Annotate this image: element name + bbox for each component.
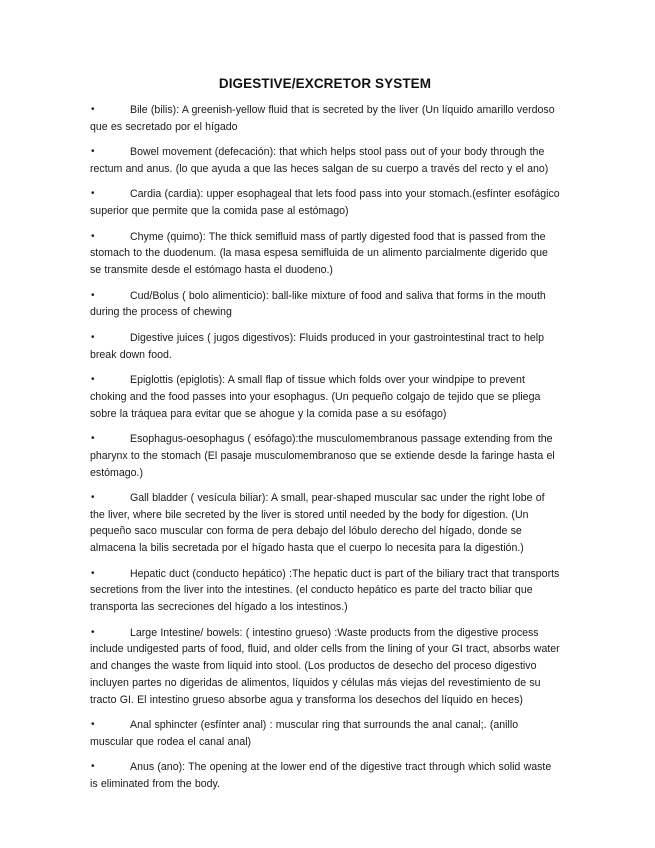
glossary-list	[90, 102, 560, 793]
entry-text: Anal sphincter (esfínter anal) : muscular ring that surrounds the anal canal;. (anillo muscular que rodea el canal anal)	[90, 719, 519, 749]
bullet-icon: •	[91, 146, 95, 158]
bullet-icon: •	[91, 491, 95, 503]
entry-text: Esophagus-oesophagus ( esófago):the musculomembranous passage extending from the pharynx to the stomach (El pasaje musculomembranoso que se extiende desde la faringe hasta el estómago.)	[90, 432, 555, 479]
bullet-icon: •	[91, 104, 95, 115]
document-title: DIGESTIVE/EXCRETOR SYSTEM	[218, 76, 432, 91]
glossary-entry-cardia	[90, 186, 560, 220]
entry-text: Chyme (quimo): The thick semifluid mass of partly digested food that is passed from the stomach to the duodenum. (la masa espesa semifluida de un alimento parcialmente digerido que se transmite desde el estómago hasta el duodeno.)	[90, 230, 548, 277]
bullet-icon: •	[91, 567, 95, 579]
bullet-icon: •	[91, 373, 95, 385]
bullet-icon: •	[91, 719, 95, 731]
bullet-icon: •	[91, 626, 95, 638]
glossary-entry-epiglottis	[90, 372, 560, 422]
entry-text: Cardia (cardia): upper esophageal that lets food pass into your stomach.(esfínter esofágico superior que permite que la comida pase al estómago)	[90, 188, 560, 218]
glossary-entry-gall-bladder	[90, 490, 560, 557]
bullet-icon: •	[91, 188, 95, 200]
glossary-entry-large-intestine	[90, 625, 560, 709]
glossary-entry-anal-sphincter	[90, 717, 560, 751]
entry-text: Anus (ano): The opening at the lower end of the digestive tract through which solid waste is eliminated from the body.	[90, 761, 552, 791]
document-page	[90, 76, 560, 802]
glossary-entry-esophagus	[90, 431, 560, 481]
glossary-entry-chyme	[90, 229, 560, 279]
entry-text: Gall bladder ( vesícula biliar): A small, pear-shaped muscular sac under the right lobe of the liver, where bile secreted by the liver is stored until needed by the body for digestion. (Un pequeño saco muscular con forma de pera debajo del lóbulo derecho del hígado, donde se almacena la bilis secretada por el hígado hasta que el cuerpo lo necesita para la digestión.)	[90, 491, 545, 555]
entry-text: Bile (bilis): A greenish-yellow fluid that is secreted by the liver (Un líquido amarillo verdoso que es secretado por el hígado	[90, 104, 555, 133]
glossary-entry-bile	[90, 102, 560, 136]
bullet-icon: •	[91, 289, 95, 301]
bullet-icon: •	[91, 432, 95, 444]
glossary-entry-hepatic-duct	[90, 566, 560, 616]
entry-text: Large Intestine/ bowels: ( intestino grueso) :Waste products from the digestive process include undigested parts of food, fluid, and older cells from the lining of your GI tract, absorbs water and changes the waste from liquid into stool. (Los productos de desecho del proceso digestivo incluyen partes no digeridas de alimentos, líquidos y células más viejas del revestimiento de su tracto GI. El intestino grueso absorbe agua y transforma los desechos del líquido en heces)	[90, 626, 560, 706]
bullet-icon: •	[91, 331, 95, 343]
glossary-entry-anus	[90, 759, 560, 793]
entry-text: Bowel movement (defecación): that which helps stool pass out of your body through the rectum and anus. (lo que ayuda a que las heces salgan de su cuerpo a través del recto y el ano)	[90, 146, 549, 175]
entry-text: Hepatic duct (conducto hepático) :The hepatic duct is part of the biliary tract that transports secretions from the liver into the intestines. (el conducto hepático es parte del tracto biliar que transporta las secreciones del hígado a los intestinos.)	[90, 567, 560, 614]
glossary-entry-cud-bolus	[90, 288, 560, 322]
entry-text: Cud/Bolus ( bolo alimenticio): ball-like mixture of food and saliva that forms in the mouth during the process of chewing	[90, 289, 546, 319]
entry-text: Epiglottis (epiglotis): A small flap of tissue which folds over your windpipe to prevent choking and the food passes into your esophagus. (Un pequeño colgajo de tejido que se pliega sobre la tráquea para evitar que se ahogue y la comida pase a su esófago)	[90, 373, 541, 420]
glossary-entry-bowel-movement	[90, 144, 560, 178]
entry-text: Digestive juices ( jugos digestivos): Fluids produced in your gastrointestinal tract to help break down food.	[90, 331, 545, 361]
glossary-entry-digestive-juices	[90, 330, 560, 364]
bullet-icon: •	[91, 761, 95, 773]
bullet-icon: •	[91, 230, 95, 242]
